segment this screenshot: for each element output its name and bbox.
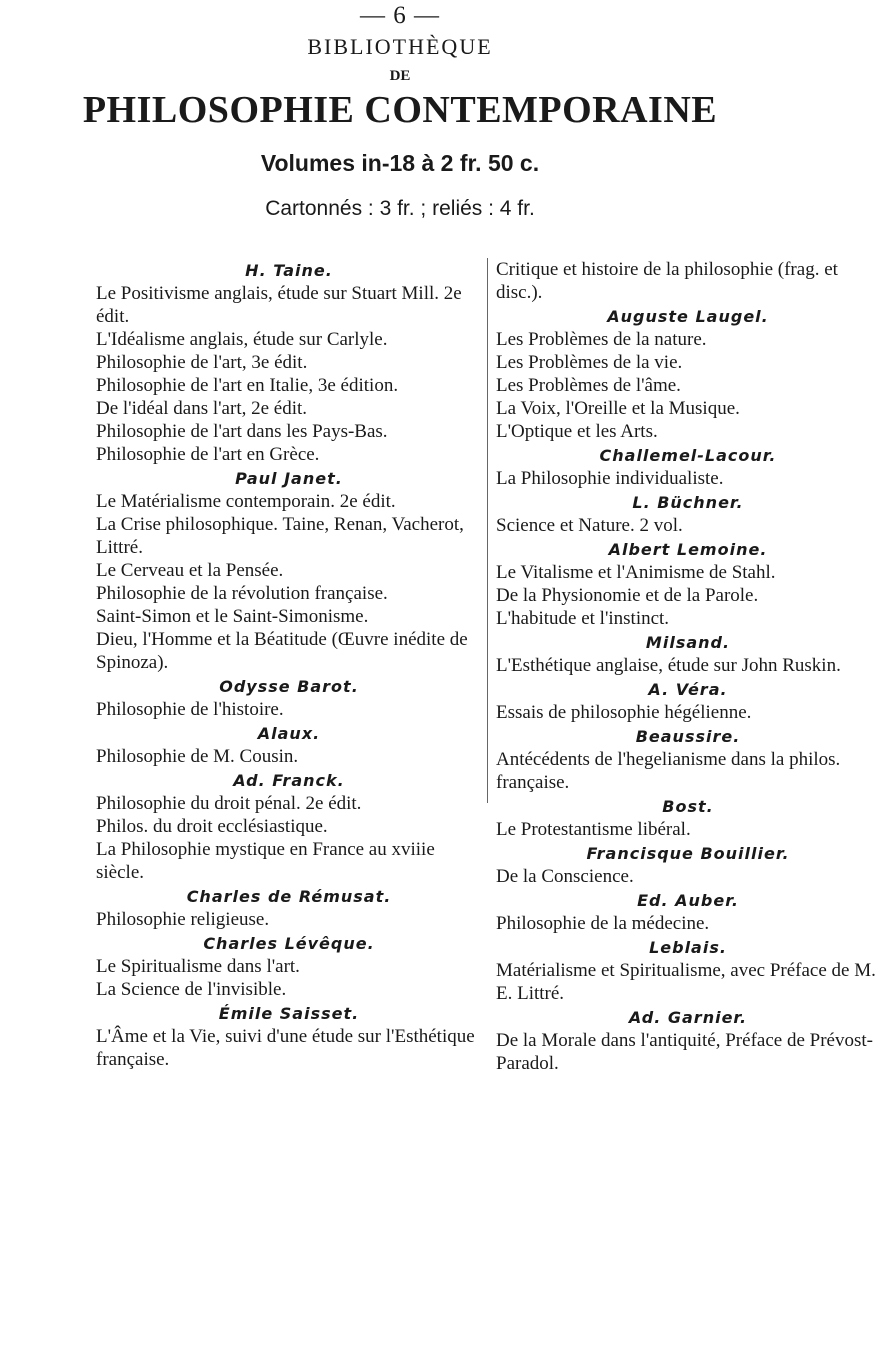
book-entry: La Philosophie mystique en France au xviiie siècle. <box>96 839 435 883</box>
author-heading: Auguste Laugel. <box>607 307 769 326</box>
book-entry: Antécédents de l'hegelianisme dans la philos. française. <box>496 749 841 793</box>
book-entry: Philosophie de l'art en Italie, 3e édition. <box>96 375 399 396</box>
author-heading: Ad. Garnier. <box>628 1008 748 1027</box>
book-entry: Les Problèmes de la nature. <box>496 329 707 350</box>
book-entry: La Philosophie individualiste. <box>496 468 724 489</box>
book-entry: Saint-Simon et le Saint-Simonisme. <box>96 606 369 627</box>
binding-prices: Cartonnés : 3 fr. ; reliés : 4 fr. <box>265 197 535 220</box>
book-entry: L'Âme et la Vie, suivi d'une étude sur l'Esthétique française. <box>96 1026 475 1070</box>
left-column <box>96 258 482 1071</box>
book-entry: La Voix, l'Oreille et la Musique. <box>496 398 740 419</box>
author-heading: Challemel-Lacour. <box>599 446 777 465</box>
author-heading: Leblais. <box>649 938 727 957</box>
volumes-price-line: Volumes in-18 à 2 fr. 50 c. <box>260 150 540 176</box>
book-entry: Dieu, l'Homme et la Béatitude (Œuvre inédite de Spinoza). <box>96 629 468 673</box>
book-entry: La Crise philosophique. Taine, Renan, Vacherot, Littré. <box>96 514 464 558</box>
book-entry: Philosophie du droit pénal. 2e édit. <box>96 793 362 814</box>
book-entry: Le Protestantisme libéral. <box>496 819 691 840</box>
book-entry: Philosophie de la médecine. <box>496 913 710 934</box>
author-heading: L. Büchner. <box>632 493 744 512</box>
book-entry: Science et Nature. 2 vol. <box>496 515 683 536</box>
book-entry: L'Esthétique anglaise, étude sur John Ruskin. <box>496 655 841 676</box>
book-entry: Les Problèmes de la vie. <box>496 352 683 373</box>
book-entry: Philos. du droit ecclésiastique. <box>96 816 328 837</box>
book-entry: Philosophie de la révolution française. <box>96 583 388 604</box>
author-heading: Charles Lévêque. <box>203 934 375 953</box>
book-entry: L'habitude et l'instinct. <box>496 608 670 629</box>
column-divider <box>487 258 488 803</box>
author-heading: Albert Lemoine. <box>608 540 768 559</box>
book-entry: De la Morale dans l'antiquité, Préface de Prévost-Paradol. <box>496 1030 873 1074</box>
series-de: DE <box>389 68 411 84</box>
book-entry: Le Vitalisme et l'Animisme de Stahl. <box>496 562 776 583</box>
book-entry: Matérialisme et Spiritualisme, avec Préface de M. E. Littré. <box>496 960 876 1004</box>
book-entry: De l'idéal dans l'art, 2e édit. <box>96 398 308 419</box>
author-heading: A. Véra. <box>648 680 728 699</box>
series-title: PHILOSOPHIE CONTEMPORAINE <box>82 89 718 131</box>
book-entry: Le Matérialisme contemporain. 2e édit. <box>96 491 396 512</box>
book-entry: De la Physionomie et de la Parole. <box>496 585 759 606</box>
page-number: — 6 — <box>360 2 440 29</box>
author-heading: Charles de Rémusat. <box>186 887 392 906</box>
author-heading: Beaussire. <box>635 727 741 746</box>
book-entry: De la Conscience. <box>496 866 634 887</box>
book-entry: Philosophie de l'art, 3e édit. <box>96 352 308 373</box>
series-heading: BIBLIOTHÈQUE <box>307 34 493 59</box>
book-entry: La Science de l'invisible. <box>96 979 287 1000</box>
right-column <box>496 258 880 1075</box>
author-heading: Bost. <box>662 797 714 816</box>
book-entry: L'Idéalisme anglais, étude sur Carlyle. <box>96 329 388 350</box>
author-heading: Ad. Franck. <box>233 771 345 790</box>
author-heading: H. Taine. <box>245 261 333 280</box>
author-heading: Odysse Barot. <box>219 677 359 696</box>
author-heading: Francisque Bouillier. <box>586 844 790 863</box>
book-entry: Philosophie de l'art dans les Pays-Bas. <box>96 421 388 442</box>
book-entry: Le Positivisme anglais, étude sur Stuart Mill. 2e édit. <box>96 283 462 327</box>
book-entry: Philosophie de l'art en Grèce. <box>96 444 320 465</box>
book-entry: Philosophie de l'histoire. <box>96 699 284 720</box>
book-entry: Le Spiritualisme dans l'art. <box>96 956 300 977</box>
author-heading: Alaux. <box>257 724 321 743</box>
book-entry: Critique et histoire de la philosophie (frag. et disc.). <box>496 259 838 303</box>
book-entry: Le Cerveau et la Pensée. <box>96 560 284 581</box>
author-heading: Paul Janet. <box>235 469 343 488</box>
book-entry: Les Problèmes de l'âme. <box>496 375 681 396</box>
author-heading: Milsand. <box>645 633 731 652</box>
book-entry: L'Optique et les Arts. <box>496 421 658 442</box>
book-entry: Philosophie de M. Cousin. <box>96 746 299 767</box>
book-entry: Philosophie religieuse. <box>96 909 270 930</box>
author-heading: Émile Saisset. <box>218 1004 360 1023</box>
book-entry: Essais de philosophie hégélienne. <box>496 702 752 723</box>
author-heading: Ed. Auber. <box>637 891 739 910</box>
